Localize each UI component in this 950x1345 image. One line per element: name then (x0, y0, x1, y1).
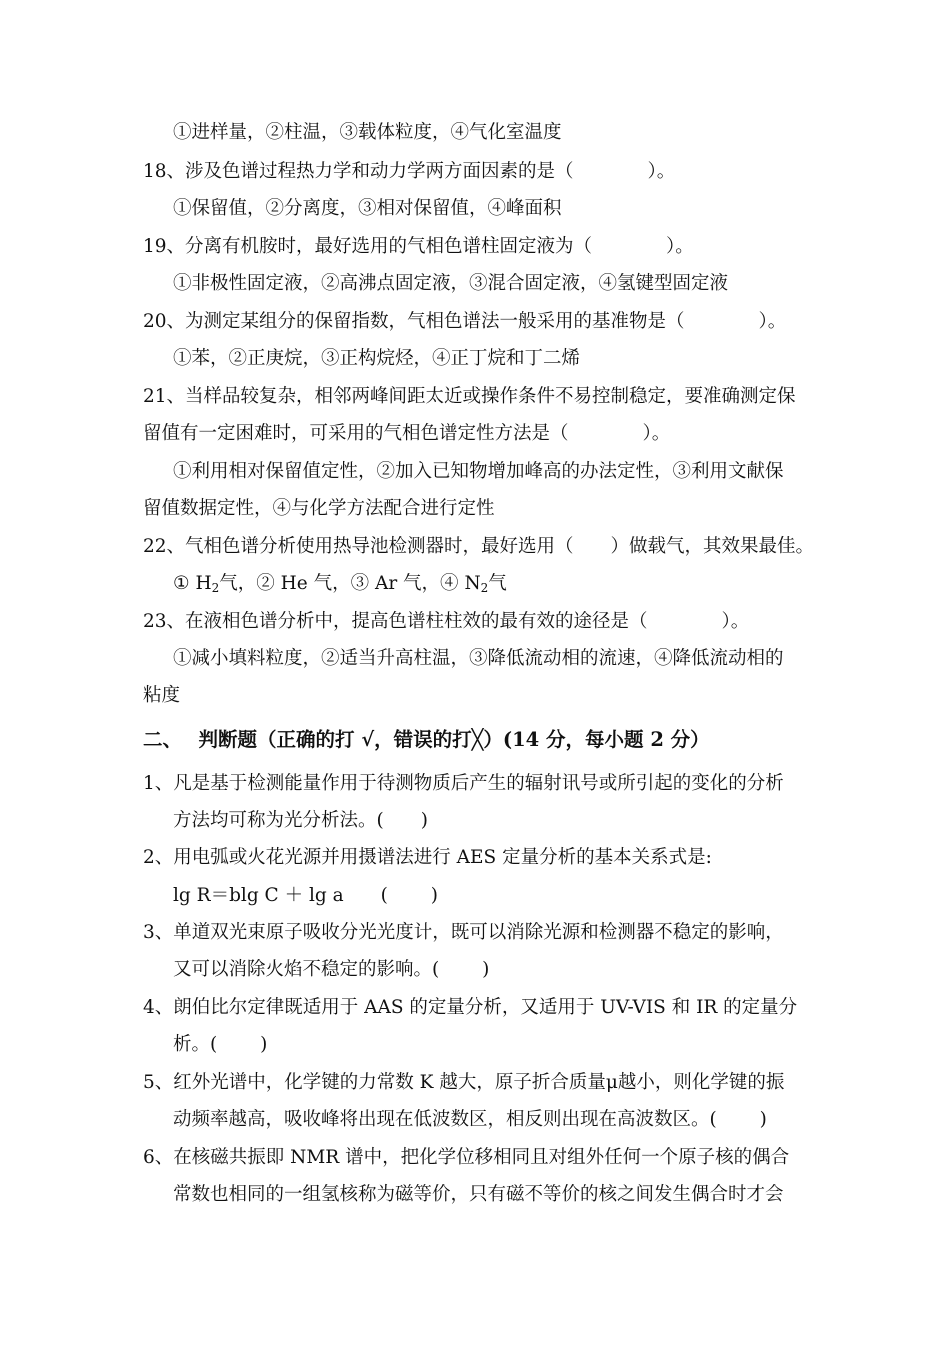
q22-opt-text-b: 气，② He 气，③ Ar 气，④ N (219, 573, 481, 594)
q18-stem: 18、涉及色谱过程热力学和动力学两方面因素的是（ ）。 (143, 161, 676, 182)
q20-stem: 20、为测定某组分的保留指数，气相色谱法一般采用的基准物是（ ）。 (143, 311, 787, 332)
q23-options-line1: ①减小填料粒度，②适当升高柱温，③降低流动相的流速，④降低流动相的 (173, 648, 784, 669)
q22-opt-text-c: 气 (488, 573, 507, 594)
q20-options: ①苯，②正庚烷，③正构烷烃，④正丁烷和丁二烯 (173, 348, 581, 369)
q18-options: ①保留值，②分离度，③相对保留值，④峰面积 (173, 198, 562, 219)
section-heading: 二、 判断题（正确的打 √，错误的打╳）(14 分，每小题 2 分） (143, 728, 710, 751)
q17-options: ①进样量，②柱温，③载体粒度，④气化室温度 (173, 122, 562, 143)
q21-stem-line2: 留值有一定困难时，可采用的气相色谱定性方法是（ ）。 (143, 423, 671, 444)
tf1-line2: 方法均可称为光分析法。( ) (173, 810, 428, 831)
tf3-line2: 又可以消除火焰不稳定的影响。( ) (173, 959, 490, 980)
q22-options (173, 572, 507, 596)
q22-stem: 22、气相色谱分析使用热导池检测器时，最好选用（ ）做载气，其效果最佳。 (143, 536, 815, 557)
tf5-line1: 5、红外光谱中，化学键的力常数 K 越大，原子折合质量μ越小，则化学键的振 (143, 1072, 785, 1093)
q23-options-line2: 粘度 (143, 685, 181, 706)
tf6-line1: 6、在核磁共振即 NMR 谱中，把化学位移相同且对组外任何一个原子核的偶合 (143, 1147, 790, 1168)
tf3-line1: 3、单道双光束原子吸收分光光度计，既可以消除光源和检测器不稳定的影响， (143, 922, 784, 943)
tf4-line2: 析。( ) (173, 1034, 268, 1055)
tf4-line1: 4、朗伯比尔定律既适用于 AAS 的定量分析，又适用于 UV-VIS 和 IR 的定量分 (143, 997, 798, 1018)
q22-sub-a: 2 (211, 581, 220, 595)
tf6-line2: 常数也相同的一组氢核称为磁等价，只有磁不等价的核之间发生偶合时才会 (173, 1184, 784, 1205)
q21-options-line2: 留值数据定性，④与化学方法配合进行定性 (143, 498, 495, 519)
tf1-line1: 1、凡是基于检测能量作用于待测物质后产生的辐射讯号或所引起的变化的分析 (143, 773, 784, 794)
q19-options: ①非极性固定液，②高沸点固定液，③混合固定液，④氢键型固定液 (173, 273, 729, 294)
q19-stem: 19、分离有机胺时，最好选用的气相色谱柱固定液为（ ）。 (143, 236, 694, 257)
tf5-line2: 动频率越高，吸收峰将出现在低波数区，相反则出现在高波数区。( ) (173, 1109, 767, 1130)
q23-stem: 23、在液相色谱分析中，提高色谱柱柱效的最有效的途径是（ ）。 (143, 611, 750, 632)
q21-options-line1: ①利用相对保留值定性，②加入已知物增加峰高的办法定性，③利用文献保 (173, 461, 784, 482)
tf2-formula: lg R＝blg C ＋ lg a ( ) (173, 885, 438, 906)
q21-stem-line1: 21、当样品较复杂，相邻两峰间距太近或操作条件不易控制稳定，要准确测定保 (143, 386, 796, 407)
q22-sub-b: 2 (480, 581, 489, 595)
tf2-line1: 2、用电弧或火花光源并用摄谱法进行 AES 定量分析的基本关系式是: (143, 847, 712, 868)
q22-opt-text-a: ① H (173, 573, 212, 594)
